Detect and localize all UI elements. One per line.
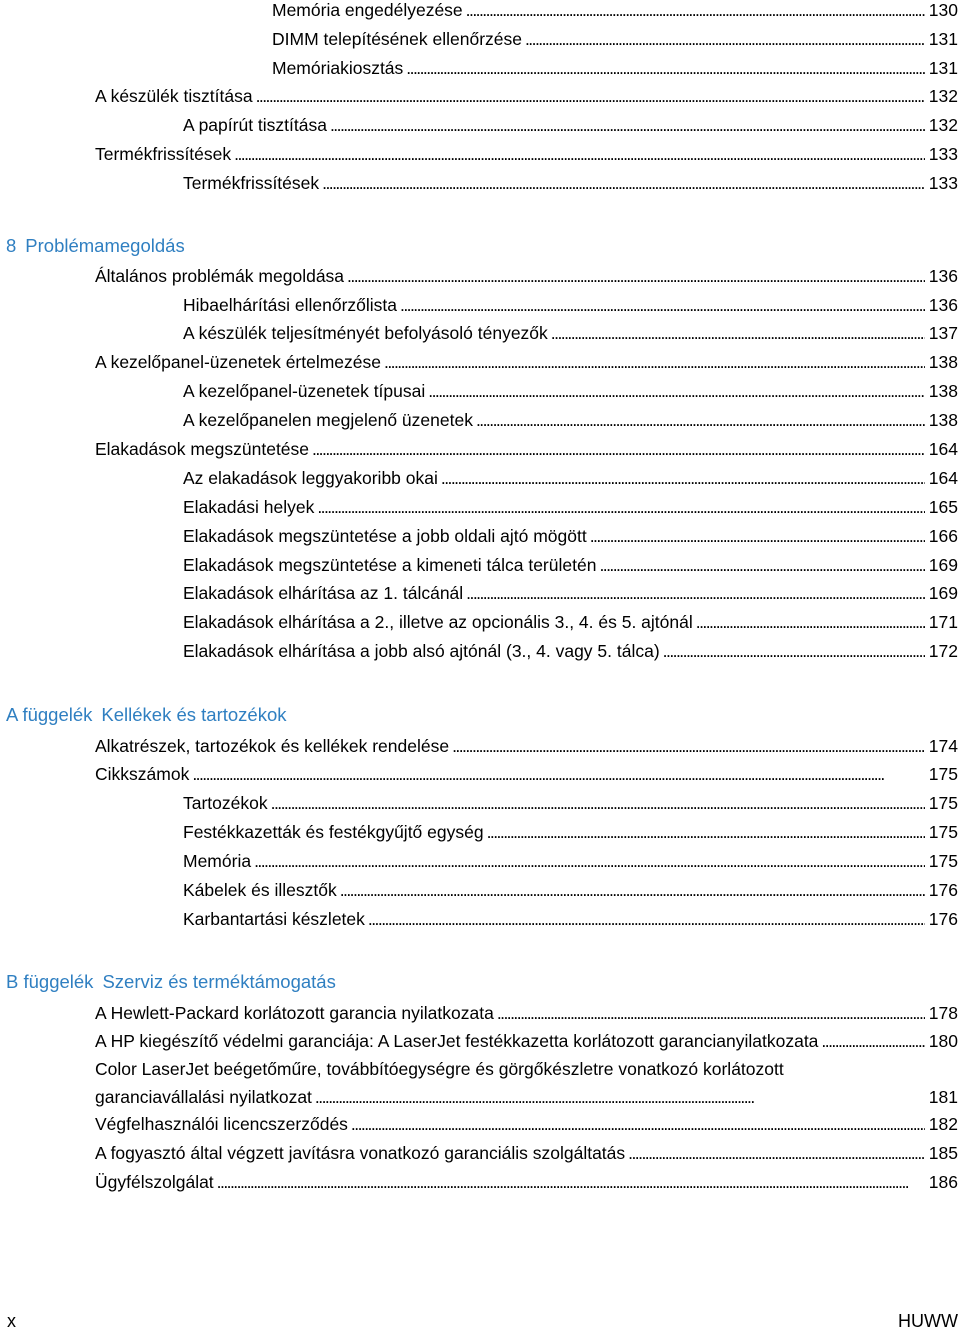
dot-leader	[256, 86, 925, 106]
dot-leader	[271, 793, 925, 813]
toc-entry-title: A készülék teljesítményét befolyásoló tényezők	[183, 323, 548, 343]
toc-entry-page: 132	[928, 86, 958, 106]
toc-entry-title: Általános problémák megoldása	[95, 266, 345, 286]
toc-entry-multiline[interactable]	[95, 1055, 958, 1111]
toc-entry-page: 174	[928, 736, 958, 756]
toc-entry[interactable]	[95, 266, 958, 286]
toc-entry-page: 138	[928, 352, 958, 372]
locale-code: HUWW	[898, 1311, 958, 1331]
toc-entry[interactable]	[95, 1143, 958, 1163]
toc-entry-title: Kábelek és illesztők	[183, 880, 337, 900]
toc-entry-page: 130	[928, 0, 958, 20]
toc-entry[interactable]	[183, 410, 958, 430]
toc-entry-page: 172	[928, 641, 958, 661]
dot-leader	[525, 29, 925, 49]
toc-entry[interactable]	[95, 439, 958, 459]
dot-leader	[315, 1083, 925, 1111]
toc-entry[interactable]	[183, 793, 958, 813]
dot-leader	[192, 764, 924, 784]
toc-entry-title: Alkatrészek, tartozékok és kellékek rendelése	[95, 736, 450, 756]
dot-leader	[400, 295, 925, 315]
dot-leader	[466, 0, 925, 20]
toc-entry-page: 137	[928, 323, 958, 343]
toc-entry[interactable]	[183, 497, 958, 517]
toc-entry-page: 166	[928, 526, 958, 546]
page-number: x	[7, 1311, 16, 1331]
toc-entry-title: Elakadások elhárítása az 1. tálcánál	[183, 583, 464, 603]
toc-entry-title: Termékfrissítések	[183, 173, 320, 193]
toc-entry-page: 136	[928, 266, 958, 286]
toc-entry-page: 136	[928, 295, 958, 315]
toc-entry-title: DIMM telepítésének ellenőrzése	[272, 29, 522, 49]
toc-entry[interactable]	[183, 641, 958, 661]
toc-entry[interactable]	[183, 468, 958, 488]
toc-entry-title: A HP kiegészítő védelmi garanciája: A LaserJet festékkazetta korlátozott garancianyilatkozata	[95, 1031, 819, 1051]
toc-entry-page: 131	[928, 29, 958, 49]
toc-entry[interactable]	[95, 1003, 958, 1023]
dot-leader	[551, 323, 925, 343]
toc-entry-title: A kezelőpanel-üzenetek típusai	[183, 381, 426, 401]
dot-leader	[663, 641, 925, 661]
toc-entry-title: A készülék tisztítása	[95, 86, 253, 106]
dot-leader	[466, 583, 925, 603]
dot-leader	[254, 851, 925, 871]
toc-entry-title: Elakadások megszüntetése a jobb oldali ajtó mögött	[183, 526, 587, 546]
toc-entry-page: 175	[928, 793, 958, 813]
dot-leader	[317, 497, 924, 517]
dot-leader	[476, 410, 925, 430]
toc-entry-title: Memória engedélyezése	[272, 0, 463, 20]
toc-entry-page: 133	[928, 173, 958, 193]
toc-entry-page: 164	[928, 439, 958, 459]
toc-entry-page: 138	[928, 381, 958, 401]
toc-entry[interactable]	[95, 144, 958, 164]
toc-entry[interactable]	[95, 764, 958, 784]
dot-leader	[351, 1114, 925, 1134]
toc-entry-title: Memória	[183, 851, 252, 871]
dot-leader	[497, 1003, 925, 1023]
appendix-heading[interactable]	[6, 971, 336, 993]
toc-entry[interactable]	[183, 909, 958, 929]
toc-entry[interactable]	[95, 736, 958, 756]
toc-entry-page: 164	[928, 468, 958, 488]
toc-entry[interactable]	[183, 526, 958, 546]
toc-entry-page: 175	[928, 851, 958, 871]
toc-entry[interactable]	[272, 29, 958, 49]
toc-entry-title: A fogyasztó által végzett javításra vonatkozó garanciális szolgáltatás	[95, 1143, 626, 1163]
toc-entry-page: 171	[928, 612, 958, 632]
toc-entry-page: 132	[928, 115, 958, 135]
dot-leader	[487, 822, 925, 842]
toc-entry-page: 185	[928, 1143, 958, 1163]
dot-leader	[428, 381, 925, 401]
toc-entry[interactable]	[183, 822, 958, 842]
chapter-heading[interactable]	[6, 235, 185, 257]
dot-leader	[330, 115, 925, 135]
appendix-title: Szerviz és terméktámogatás	[102, 971, 336, 992]
toc-entry-page: 138	[928, 410, 958, 430]
dot-leader	[340, 880, 925, 900]
dot-leader	[821, 1031, 924, 1051]
toc-entry-title: Elakadások megszüntetése	[95, 439, 310, 459]
toc-entry-title: Elakadások elhárítása a jobb alsó ajtónál (3., 4. vagy 5. tálca)	[183, 641, 660, 661]
toc-entry-title: Tartozékok	[183, 793, 268, 813]
toc-entry[interactable]	[183, 583, 958, 603]
dot-leader	[234, 144, 925, 164]
toc-entry-title: Elakadások megszüntetése a kimeneti tálca területén	[183, 555, 597, 575]
toc-entry-page: 186	[928, 1172, 958, 1192]
toc-entry-page: 176	[928, 909, 958, 929]
toc-entry-page: 131	[928, 58, 958, 78]
toc-entry-page: 169	[928, 555, 958, 575]
toc-entry[interactable]	[183, 295, 958, 315]
toc-entry-title: A papírút tisztítása	[183, 115, 327, 135]
toc-entry[interactable]	[183, 173, 958, 193]
dot-leader	[368, 909, 925, 929]
chapter-number: 8	[6, 235, 17, 256]
toc-entry-title: Ügyfélszolgálat	[95, 1172, 214, 1192]
dot-leader	[217, 1172, 925, 1192]
toc-entry[interactable]	[95, 352, 958, 372]
toc-entry[interactable]	[272, 0, 958, 20]
dot-leader	[628, 1143, 925, 1163]
dot-leader	[406, 58, 925, 78]
toc-entry-title: Cikkszámok	[95, 764, 190, 784]
toc-entry-page: 180	[928, 1031, 958, 1051]
toc-entry-page: 178	[928, 1003, 958, 1023]
toc-entry-title: Elakadási helyek	[183, 497, 315, 517]
toc-entry-title: Az elakadások leggyakoribb okai	[183, 468, 438, 488]
toc-entry-page: 175	[928, 764, 958, 784]
dot-leader	[347, 266, 925, 286]
toc-entry-title: Karbantartási készletek	[183, 909, 365, 929]
dot-leader	[590, 526, 925, 546]
toc-entry[interactable]	[183, 612, 958, 632]
dot-leader	[599, 555, 924, 575]
toc-entry-title: Elakadások elhárítása a 2., illetve az opcionális 3., 4. és 5. ajtónál	[183, 612, 693, 632]
toc-entry-page: 133	[928, 144, 958, 164]
dot-leader	[696, 612, 925, 632]
toc-entry-page: 169	[928, 583, 958, 603]
toc-entry[interactable]	[183, 880, 958, 900]
toc-entry-page: 175	[928, 822, 958, 842]
appendix-heading[interactable]	[6, 704, 287, 726]
toc-entry-page: 165	[928, 497, 958, 517]
toc-entry-page: 181	[928, 1087, 958, 1107]
toc-entry-title: Termékfrissítések	[95, 144, 232, 164]
chapter-title: Problémamegoldás	[25, 235, 185, 256]
appendix-title: Kellékek és tartozékok	[101, 704, 287, 725]
toc-entry-title: Végfelhasználói licencszerződés	[95, 1114, 348, 1134]
toc-entry-title: Memóriakiosztás	[272, 58, 404, 78]
dot-leader	[452, 736, 925, 756]
toc-entry[interactable]	[183, 115, 958, 135]
toc-entry-title: Festékkazetták és festékgyűjtő egység	[183, 822, 484, 842]
toc-entry-title: Hibaelhárítási ellenőrzőlista	[183, 295, 397, 315]
toc-entry[interactable]	[95, 1172, 958, 1192]
toc-entry[interactable]	[183, 323, 958, 343]
toc-entry-title: A Hewlett-Packard korlátozott garancia nyilatkozata	[95, 1003, 494, 1023]
toc-entry-title: A kezelőpanel-üzenetek értelmezése	[95, 352, 382, 372]
toc-entry[interactable]	[95, 1114, 958, 1134]
toc-entry-title-line2: garanciavállalási nyilatkozat	[95, 1087, 312, 1107]
toc-entry-title-line1: Color LaserJet beégetőműre, továbbítóegységre és görgőkészletre vonatkozó korlátozott	[95, 1059, 784, 1079]
dot-leader	[441, 468, 925, 488]
dot-leader	[384, 352, 925, 372]
toc-entry[interactable]	[272, 58, 958, 78]
toc-entry-page: 182	[928, 1114, 958, 1134]
appendix-number: B függelék	[6, 971, 94, 992]
toc-entry-title: A kezelőpanelen megjelenő üzenetek	[183, 410, 473, 430]
toc-entry[interactable]	[95, 86, 958, 106]
appendix-number: A függelék	[6, 704, 93, 725]
dot-leader	[322, 173, 925, 193]
toc-entry[interactable]	[183, 381, 958, 401]
toc-entry[interactable]	[95, 1031, 958, 1051]
toc-entry[interactable]	[183, 555, 958, 575]
toc-entry-page: 176	[928, 880, 958, 900]
toc-entry[interactable]	[183, 851, 958, 871]
dot-leader	[312, 439, 925, 459]
